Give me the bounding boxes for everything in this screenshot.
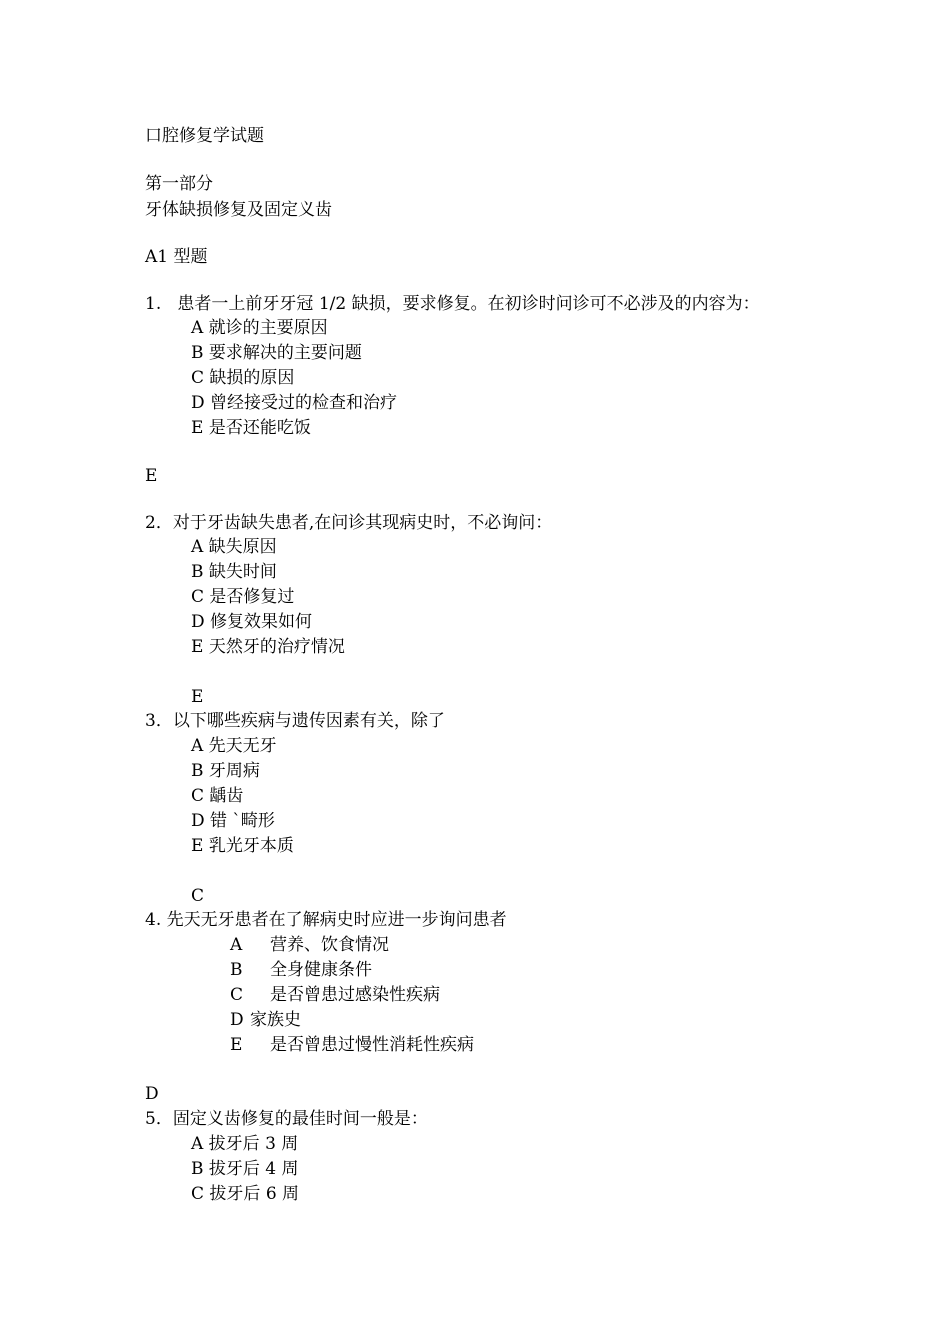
question-1-option-e: E 是否还能吃饭	[191, 418, 311, 438]
question-3-answer: C	[191, 886, 205, 906]
question-4-option-a-text: 营养、饮食情况	[270, 935, 389, 955]
question-1-answer: E	[145, 466, 158, 486]
question-3-option-a: A 先天无牙	[191, 736, 277, 756]
question-1-option-c: C 缺损的原因	[191, 368, 295, 388]
question-4-option-b-letter: B	[230, 960, 243, 980]
question-2-option-b: B 缺失时间	[191, 562, 277, 582]
question-5-option-a: A 拔牙后 3 周	[191, 1134, 299, 1154]
question-4-option-e-text: 是否曾患过慢性消耗性疾病	[270, 1035, 474, 1055]
question-4-option-a-letter: A	[230, 935, 243, 955]
part-label: 第一部分	[145, 174, 213, 194]
question-4-option-d-letter: D	[230, 1010, 244, 1030]
question-1-option-d: D 曾经接受过的检查和治疗	[191, 393, 398, 413]
question-2-option-c: C 是否修复过	[191, 587, 295, 607]
question-1-option-a: A 就诊的主要原因	[191, 318, 328, 338]
question-4-answer: D	[145, 1084, 159, 1104]
question-5-stem: 5．固定义齿修复的最佳时间一般是：	[145, 1109, 428, 1129]
question-2-answer: E	[191, 687, 204, 707]
question-2-stem: 2．对于牙齿缺失患者,在问诊其现病史时，不必询问：	[145, 513, 553, 533]
question-4-option-c-text: 是否曾患过感染性疾病	[270, 985, 440, 1005]
question-1-stem: 1. 患者一上前牙牙冠 1/2 缺损，要求修复。在初诊时问诊可不必涉及的内容为：	[145, 294, 760, 314]
question-5-option-b: B 拔牙后 4 周	[191, 1159, 299, 1179]
question-4-option-c-letter: C	[230, 985, 244, 1005]
section-heading: A1 型题	[145, 247, 208, 267]
question-2-option-d: D 修复效果如何	[191, 612, 313, 632]
part-title: 牙体缺损修复及固定义齿	[145, 200, 332, 220]
question-1-option-b: B 要求解决的主要问题	[191, 343, 362, 363]
question-4-option-e-letter: E	[230, 1035, 243, 1055]
question-4-option-d-text: 家族史	[250, 1010, 301, 1030]
question-3-option-b: B 牙周病	[191, 761, 260, 781]
question-3-option-c: C 龋齿	[191, 786, 244, 806]
question-2-option-e: E 天然牙的治疗情况	[191, 637, 345, 657]
question-4-stem: 4. 先天无牙患者在了解病史时应进一步询问患者	[145, 910, 507, 930]
question-3-option-d: D 错 `畸形	[191, 811, 275, 831]
question-3-stem: 3．以下哪些疾病与遗传因素有关，除了	[145, 711, 445, 731]
question-5-option-c: C 拔牙后 6 周	[191, 1184, 300, 1204]
document-title: 口腔修复学试题	[145, 126, 264, 146]
question-2-option-a: A 缺失原因	[191, 537, 277, 557]
question-3-option-e: E 乳光牙本质	[191, 836, 294, 856]
question-4-option-b-text: 全身健康条件	[270, 960, 372, 980]
